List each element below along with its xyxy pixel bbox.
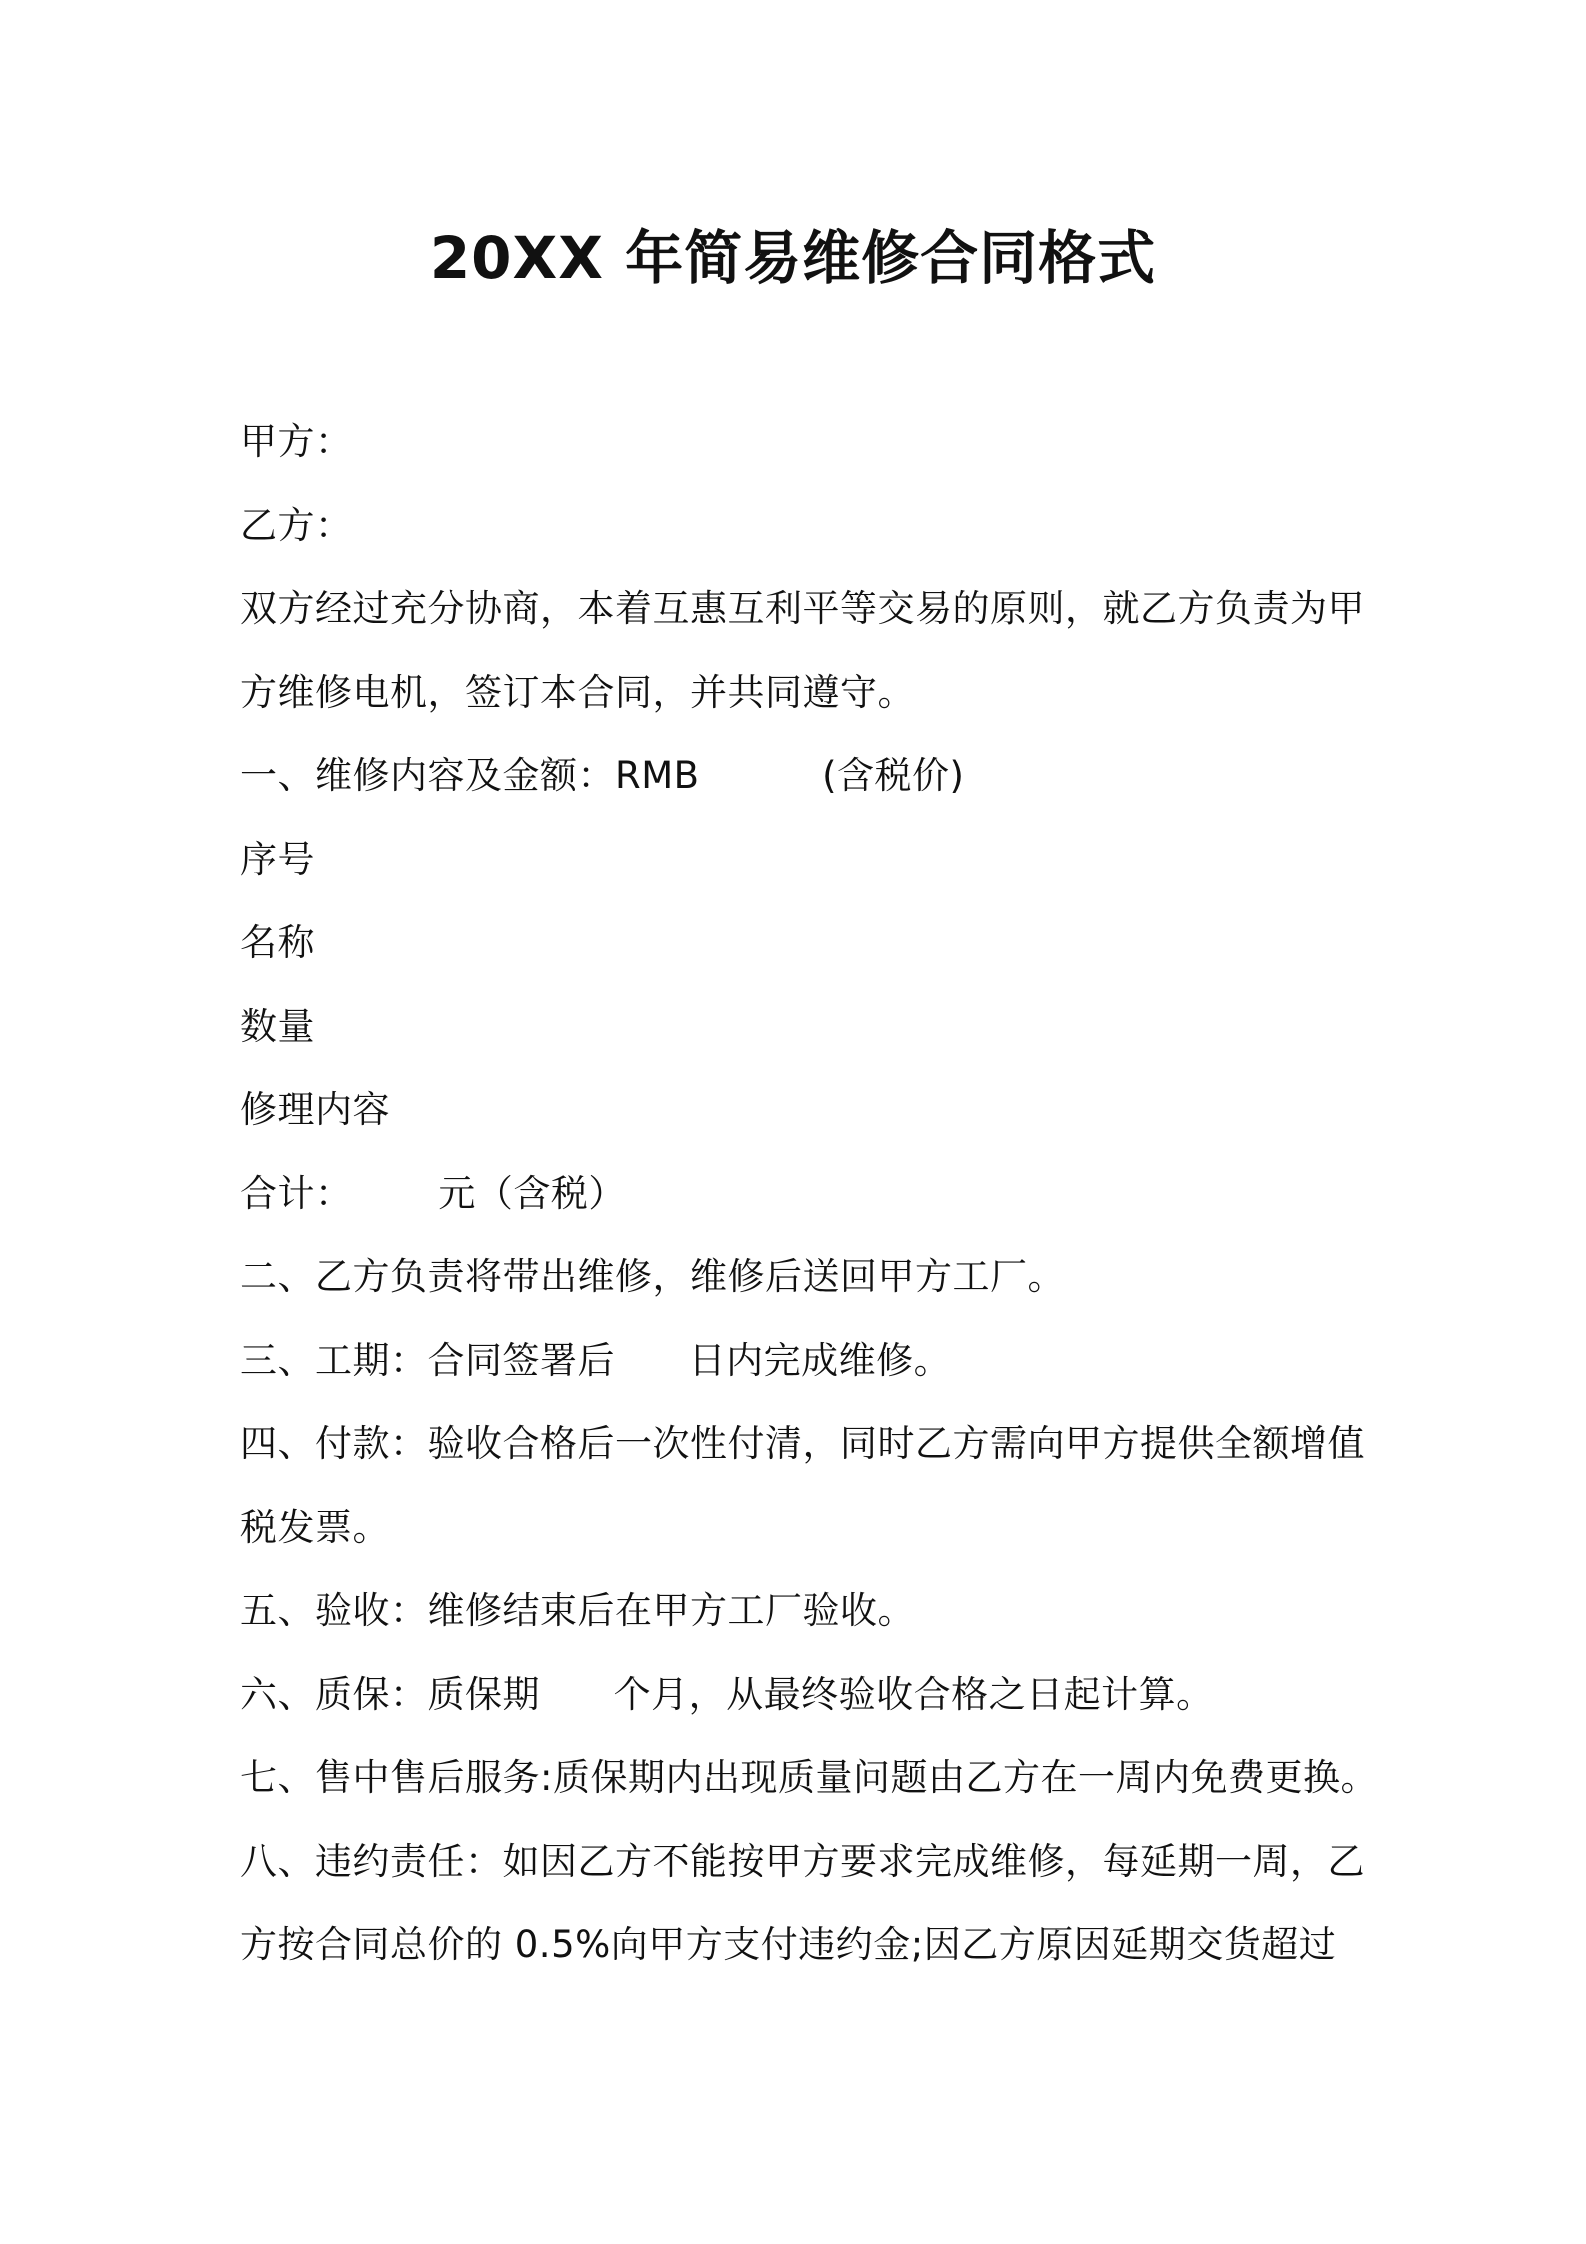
preamble-line-1: 双方经过充分协商，本着互惠互利平等交易的原则，就乙方负责为甲 — [240, 587, 1365, 630]
clause-4-line-1: 四、付款：验收合格后一次性付清，同时乙方需向甲方提供全额增值 — [240, 1422, 1365, 1465]
party-a-line: 甲方： — [240, 420, 353, 463]
total-line: 合计： 元（含税） — [240, 1171, 626, 1215]
clause-8-line-1: 八、违约责任：如因乙方不能按甲方要求完成维修，每延期一周，乙 — [240, 1839, 1365, 1883]
clause-8-line-2: 方按合同总价的 0.5%向甲方支付违约金;因乙方原因延期交货超过 — [240, 1923, 1337, 1966]
item-repair-content-label: 修理内容 — [240, 1088, 390, 1131]
item-name-label: 名称 — [240, 921, 315, 964]
clause-5: 五、验收：维修结束后在甲方工厂验收。 — [240, 1589, 915, 1632]
clause-3: 三、工期：合同签署后 日内完成维修。 — [240, 1338, 952, 1382]
clause-6: 六、质保：质保期 个月，从最终验收合格之日起计算。 — [240, 1672, 1214, 1716]
item-serial-label: 序号 — [240, 837, 315, 881]
item-quantity-label: 数量 — [240, 1004, 315, 1048]
preamble-line-2: 方维修电机，签订本合同，并共同遵守。 — [240, 670, 915, 714]
party-b-line: 乙方： — [240, 503, 353, 547]
clause-4-line-2: 税发票。 — [240, 1505, 390, 1549]
clause-1-heading: 一、维修内容及金额：RMB (含税价) — [240, 754, 965, 797]
document-body — [240, 400, 1378, 1987]
clause-7: 七、售中售后服务:质保期内出现质量问题由乙方在一周内免费更换。 — [240, 1756, 1378, 1799]
document-title: 20XX 年简易维修合同格式 — [429, 224, 1157, 292]
clause-2: 二、乙方负责将带出维修，维修后送回甲方工厂。 — [240, 1255, 1065, 1298]
